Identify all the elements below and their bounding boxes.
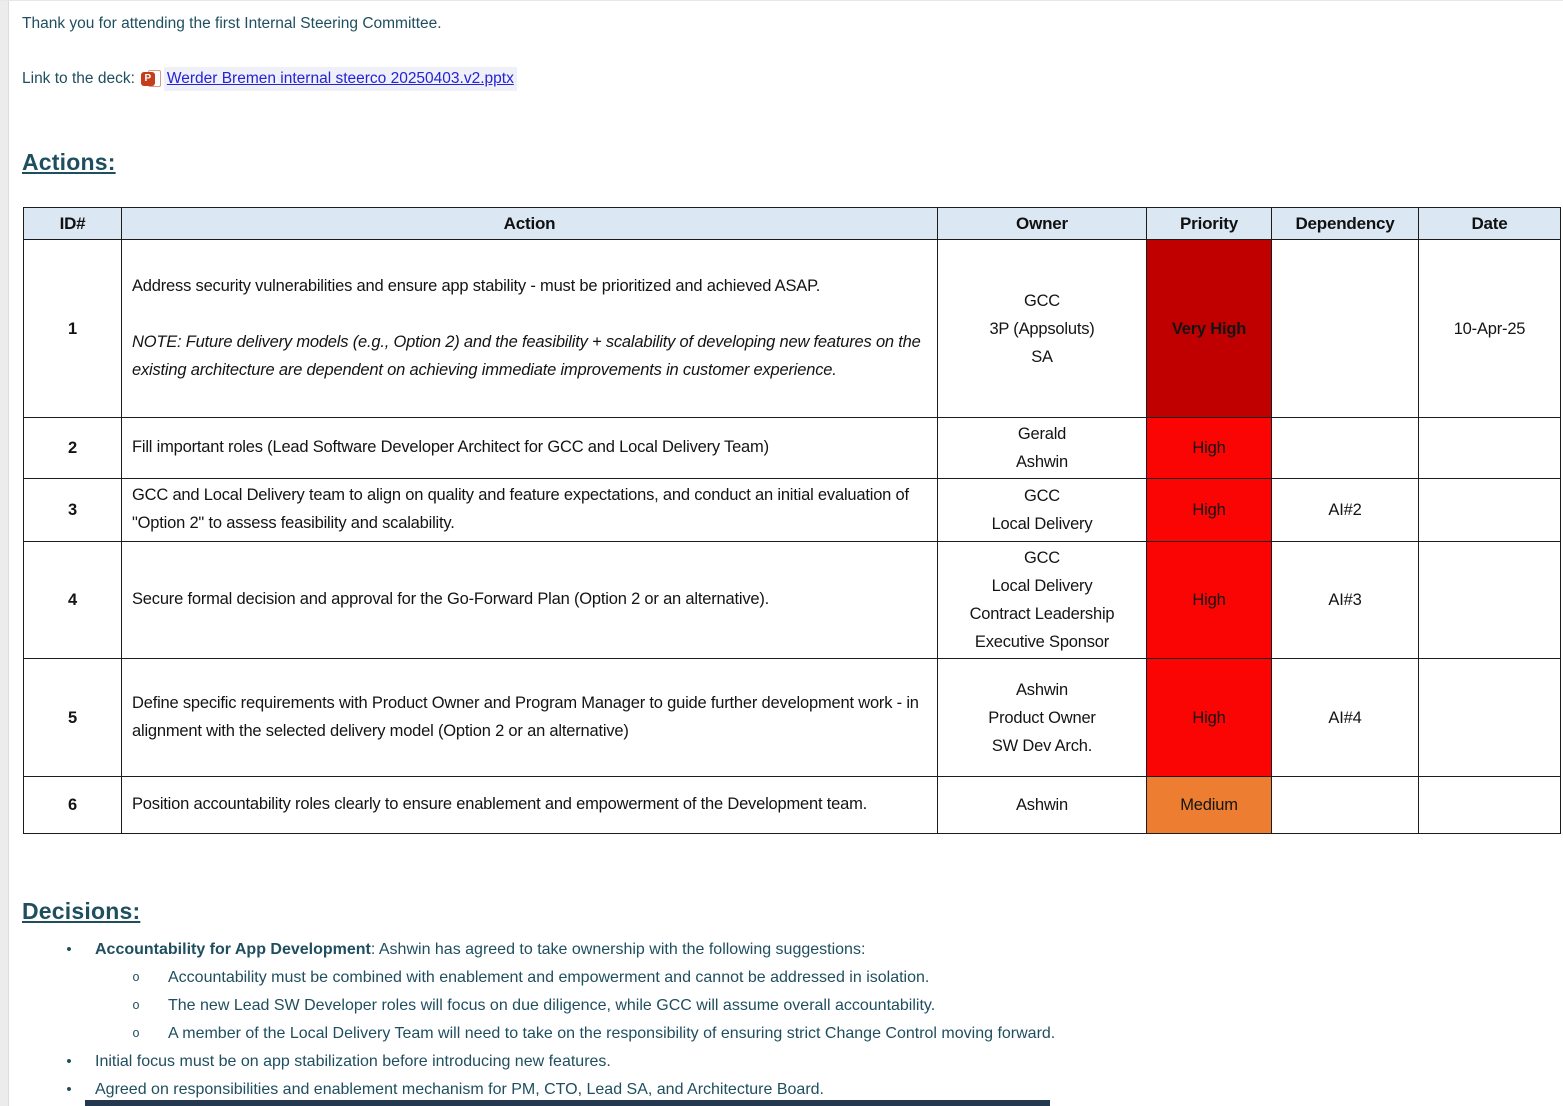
owner-name: SW Dev Arch. — [991, 736, 1093, 755]
actions-section-heading: Actions: — [22, 149, 116, 175]
action-cell — [122, 659, 938, 777]
owner-name: Contract Leadership — [969, 605, 1115, 623]
action-text: Secure formal decision and approval for the Go-Forward Plan (Option 2 or an alternative). — [132, 590, 770, 608]
table-row — [24, 479, 1561, 542]
decision-text: Initial focus must be on app stabilization before introducing new features. — [95, 1053, 611, 1070]
owner-name: Ashwin — [1016, 680, 1068, 699]
owner-cell — [938, 777, 1147, 834]
dependency-cell — [1272, 777, 1419, 834]
column-header-id: ID# — [24, 208, 122, 240]
owner-name: Executive Sponsor — [974, 633, 1110, 651]
priority-badge-cell: High — [1147, 542, 1272, 659]
dependency-cell — [1272, 418, 1419, 479]
owner-name: Gerald — [1017, 425, 1067, 443]
owner-name: Product Owner — [988, 708, 1096, 727]
action-cell — [122, 777, 938, 834]
decision-bullet-item — [22, 1020, 1563, 1048]
bullet-circle-icon: o — [132, 1027, 140, 1041]
owner-name: Local Delivery — [991, 515, 1093, 533]
action-text: Address security vulnerabilities and ensure app stability - must be prioritized and achieved ASAP. — [132, 276, 821, 295]
deck-hyperlink[interactable]: Werder Bremen internal steerco 20250403.v2.pptx — [164, 67, 517, 91]
dependency-cell: AI#3 — [1272, 542, 1419, 659]
bullet-circle-icon: o — [132, 999, 140, 1013]
actions-table — [23, 207, 1561, 834]
owner-cell — [938, 240, 1147, 418]
ppt-badge-letter: P — [141, 72, 155, 86]
date-cell — [1419, 418, 1561, 479]
action-text: GCC and Local Delivery team to align on quality and feature expectations, and conduct an initial evaluation of "Option 2" to assess feasibility and scalability. — [132, 486, 909, 532]
bullet-circle-icon: o — [132, 971, 140, 985]
greeting-text: Thank you for attending the first Internal Steering Committee. — [22, 15, 442, 32]
owner-name: 3P (Appsoluts) — [989, 319, 1095, 338]
decision-text: Accountability for App Development: Ashwin has agreed to take ownership with the following suggestions: — [95, 941, 866, 958]
action-text: Position accountability roles clearly to ensure enablement and empowerment of the Development team. — [132, 795, 868, 813]
date-cell — [1419, 479, 1561, 542]
actions-table-body — [24, 240, 1561, 834]
priority-badge-cell: Very High — [1147, 240, 1272, 418]
actions-table-header — [24, 208, 1561, 240]
decision-bullet-item — [22, 936, 1563, 964]
date-cell — [1419, 777, 1561, 834]
owner-name: GCC — [1023, 549, 1061, 567]
powerpoint-icon[interactable] — [141, 70, 162, 89]
clipped-next-line — [85, 1100, 1050, 1106]
action-cell — [122, 418, 938, 479]
owner-cell — [938, 542, 1147, 659]
bullet-dot-icon: • — [66, 1053, 72, 1070]
column-header-owner: Owner — [938, 208, 1147, 240]
date-cell: 10-Apr-25 — [1419, 240, 1561, 418]
action-cell — [122, 240, 938, 418]
decision-bullet-item — [22, 1048, 1563, 1076]
id-cell: 3 — [24, 479, 122, 542]
owner-cell — [938, 418, 1147, 479]
table-row — [24, 659, 1561, 777]
email-body — [0, 1, 1563, 1104]
id-cell: 1 — [24, 240, 122, 418]
id-cell: 2 — [24, 418, 122, 479]
id-cell: 5 — [24, 659, 122, 777]
action-cell — [122, 479, 938, 542]
column-header-dependency: Dependency — [1272, 208, 1419, 240]
action-cell — [122, 542, 938, 659]
decisions-section-heading: Decisions: — [22, 898, 141, 924]
table-row — [24, 418, 1561, 479]
link-prefix-label: Link to the deck: — [22, 70, 135, 87]
owner-name: SA — [1031, 347, 1053, 366]
decision-text: Accountability must be combined with enablement and empowerment and cannot be addressed in isolation. — [168, 969, 930, 986]
column-header-action: Action — [122, 208, 938, 240]
priority-badge-cell: High — [1147, 418, 1272, 479]
owner-cell — [938, 479, 1147, 542]
owner-name: GCC — [1023, 487, 1061, 505]
decision-bullet-item — [22, 992, 1563, 1020]
action-text: Define specific requirements with Product Owner and Program Manager to guide further development work - in alignment with the selected delivery model (Option 2 or an alternative) — [132, 693, 919, 740]
column-header-priority: Priority — [1147, 208, 1272, 240]
owner-name: GCC — [1023, 291, 1061, 310]
action-text: Fill important roles (Lead Software Developer Architect for GCC and Local Delivery Team) — [132, 438, 769, 456]
id-cell: 4 — [24, 542, 122, 659]
owner-name: Ashwin — [1016, 453, 1068, 471]
owner-name: Ashwin — [1016, 796, 1068, 814]
table-row — [24, 542, 1561, 659]
deck-link-line — [22, 67, 1563, 91]
table-row — [24, 777, 1561, 834]
decision-text: Agreed on responsibilities and enablement mechanism for PM, CTO, Lead SA, and Architecture Board. — [95, 1081, 824, 1098]
date-cell — [1419, 659, 1561, 777]
action-note-text: NOTE: Future delivery models (e.g., Option 2) and the feasibility + scalability of developing new features on the existing architecture are dependent on achieving immediate improvements in customer experience. — [132, 332, 921, 379]
owner-cell — [938, 659, 1147, 777]
bullet-dot-icon: • — [66, 941, 72, 958]
owner-name: Local Delivery — [991, 577, 1093, 595]
dependency-cell: AI#2 — [1272, 479, 1419, 542]
priority-badge-cell: High — [1147, 659, 1272, 777]
dependency-cell: AI#4 — [1272, 659, 1419, 777]
id-cell: 6 — [24, 777, 122, 834]
date-cell — [1419, 542, 1561, 659]
decisions-list — [22, 936, 1563, 1104]
dependency-cell — [1272, 240, 1419, 418]
priority-badge-cell: Medium — [1147, 777, 1272, 834]
bullet-dot-icon: • — [66, 1081, 72, 1098]
decision-text: A member of the Local Delivery Team will need to take on the responsibility of ensuring strict Change Control moving forward. — [168, 1025, 1056, 1042]
column-header-date: Date — [1419, 208, 1561, 240]
decision-bullet-item — [22, 964, 1563, 992]
table-row — [24, 240, 1561, 418]
priority-badge-cell: High — [1147, 479, 1272, 542]
decision-text: The new Lead SW Developer roles will focus on due diligence, while GCC will assume overall accountability. — [168, 997, 936, 1014]
